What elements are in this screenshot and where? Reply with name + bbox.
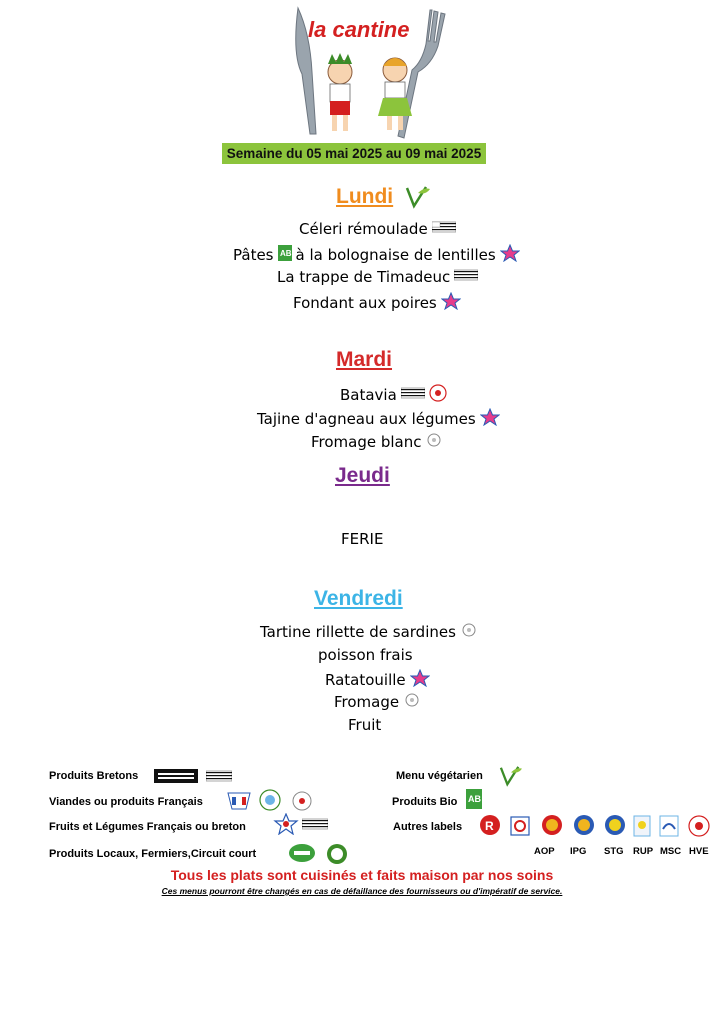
eleveurs-bretagne-icon [154,768,198,787]
label-msc: MSC [660,846,682,857]
breton-flag-icon [302,816,328,835]
fromage-france-icon [258,789,282,815]
dish-fruit: Fruit [348,716,382,734]
footer-homemade: Tous les plats sont cuisinés et faits maison par nos soins [170,867,554,883]
hve-label-icon [429,384,447,406]
dish-tajine: Tajine d'agneau aux légumes [257,408,500,430]
logo-text: la cantine [308,17,410,42]
dish-celeri: Céleri rémoulade [299,220,456,238]
homemade-star-icon [441,292,461,314]
day-title-mardi: Mardi [336,348,393,371]
breton-flag-icon [454,268,478,286]
label-ipg: IPG [570,846,587,857]
dish-ferie: FERIE [341,530,384,548]
legend-bio: Produits Bio [392,796,458,808]
legend-bretons: Produits Bretons [49,770,139,782]
dish-batavia: Batavia [340,384,447,406]
breton-flag-icon [401,386,425,404]
french-product-icon [403,692,421,712]
produit-local-icon [288,843,316,867]
day-title-lundi: Lundi [336,185,394,208]
day-title-vendredi: Vendredi [314,587,403,610]
legend-vegetarien: Menu végétarien [396,770,483,782]
week-banner: Semaine du 05 mai 2025 au 09 mai 2025 [222,143,486,164]
rup-icon [633,815,651,841]
breton-flag-icon [206,768,232,787]
homemade-star-icon [500,244,520,266]
homemade-star-icon [480,408,500,430]
breton-flag-icon [432,220,456,238]
dish-poisson: poisson frais [318,646,413,664]
label-aop: AOP [534,846,555,857]
svg-text:AB: AB [468,794,481,804]
label-stg: STG [604,846,624,857]
legend-autres: Autres labels [393,821,463,833]
dish-fromage-blanc: Fromage blanc [311,432,442,452]
legend-locaux: Produits Locaux, Fermiers,Circuit court [49,848,257,860]
dish-trappe: La trappe de Timadeuc [277,268,478,286]
igp-icon [573,814,595,840]
footer-disclaimer: Ces menus pourront être changés en cas de défaillance des fournisseurs ou d'impératif de service. [161,886,563,896]
qualite-icon [510,816,530,840]
bio-icon [466,789,482,813]
dish-pates: Pâtes AB à la bolognaise de lentilles [233,244,520,266]
svg-text:AB: AB [279,249,292,258]
fruits-legumes-france-icon [273,813,299,839]
french-product-icon [426,432,442,452]
fermier-icon [325,843,349,869]
dish-fromage: Fromage [334,692,421,712]
day-title-jeudi: Jeudi [335,464,390,487]
legend-francais: Viandes ou produits Français [49,796,203,808]
vegetarian-icon [497,765,525,791]
hve-icon [688,815,710,841]
produit-france-icon [290,791,314,815]
bio-icon [278,245,292,265]
label-hve: HVE [689,846,709,857]
dish-tartine: Tartine rillette de sardines [260,622,478,642]
cantine-logo [280,4,455,142]
homemade-star-icon [410,669,430,691]
aop-icon [541,814,563,840]
legend-fruits: Fruits et Légumes Français ou breton [49,821,246,833]
viande-france-icon [226,789,252,815]
label-rup: RUP [633,846,654,857]
dish-ratatouille: Ratatouille [325,669,430,691]
label-rouge-icon [478,814,502,840]
french-product-icon [460,622,478,642]
msc-icon [659,815,679,841]
stg-icon [604,814,626,840]
dish-fondant: Fondant aux poires [293,292,461,314]
vegetarian-icon [404,185,432,213]
svg-text:R: R [485,819,494,833]
